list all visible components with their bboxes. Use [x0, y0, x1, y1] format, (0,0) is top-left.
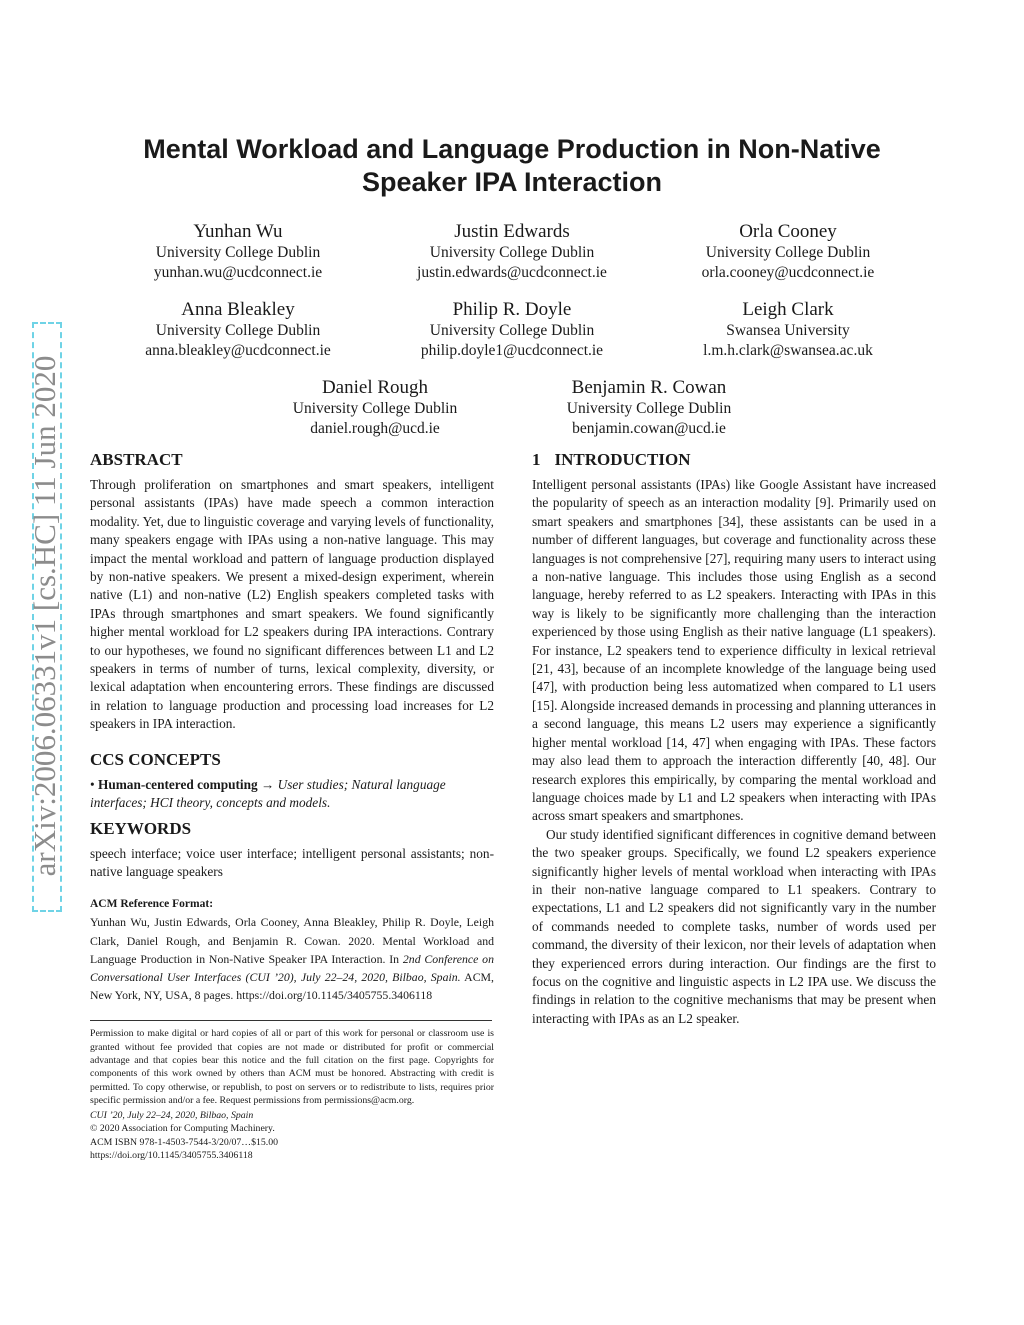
ccs-concepts [90, 776, 494, 813]
author-affiliation: University College Dublin [429, 244, 595, 261]
author-name: Orla Cooney [739, 221, 837, 242]
arxiv-stamp: arXiv:2006.06331v1 [cs.HC] 11 Jun 2020 [27, 355, 62, 877]
ccs-heading: CCS CONCEPTS [90, 749, 221, 769]
author-affiliation: University College Dublin [292, 400, 458, 417]
reference-venue: 2nd Conference on Conversational User Interfaces (CUI ’20), July 22–24, 2020, Bilbao, Spain. [90, 951, 494, 984]
author-affiliation: University College Dublin [155, 244, 321, 261]
author-name: Justin Edwards [454, 221, 570, 242]
ccs-arrow: → [261, 776, 275, 792]
author-name: Anna Bleakley [181, 299, 295, 320]
keywords-text: speech interface; voice user interface; intelligent personal assistants; non-native language speakers [90, 845, 494, 879]
author-name: Yunhan Wu [193, 221, 283, 242]
abstract-heading: ABSTRACT [90, 450, 183, 469]
footnote-rule [90, 1020, 492, 1021]
section-number: 1 [532, 450, 541, 469]
abstract-text: Through proliferation on smartphones and smart speakers, intelligent personal assistants (IPAs) have made speech a common interaction modality. Yet, due to linguistic coverage and varying levels of functionality, many speakers engage with IPAs using a non-native language. This may impact the mental workload and pattern of language production displayed by non-native speakers. We present a mixed-design experiment, wherein native (L1) and non-native (L2) English speakers completed tasks with IPAs through smartphones and smart speakers. We found significantly higher mental workload for L2 speakers during IPA interactions. Contrary to our hypotheses, we found no significant differences between L1 and L2 speakers in terms of number of turns, lexical complexity, diversity, or lexical adaptation when encountering errors. These findings are discussed in relation to language production and processing load increases for L2 speakers in IPA interaction. [90, 477, 494, 732]
author-email: yunhan.wu@ucdconnect.ie [153, 264, 323, 281]
introduction-paragraph-1: Intelligent personal assistants (IPAs) like Google Assistant have increased the popularity of speech as an interaction modality [9]. Primarily used on smart speakers and smartphones [34], these assistants can be used in a number of different languages, but coverage and functionality across these languages is not comprehensive [27], requiring many users to interact using a non-native language. This includes those using English as a second language, hereby referred to as L2 speakers. Interacting with IPAs in this way is likely to be significantly more challenging than the interaction experienced by those using English as their native language (L1 speakers). For instance, L2 speakers tend to experience difficulty in lexical retrieval [21, 43], because of an incomplete knowledge of the language being used [47], with production being less automatized when compared to L1 users [15]. Alongside increased demands in processing and planning utterances in a second language, this means L2 users may experience a significantly higher mental workload [14, 47] when engaging with IPAs. These factors may also lead them to approach the interaction differently [40, 48]. Our research explores this empirically, by comparing the mental workload and language choices made by L1 and L2 speakers when interacting with IPAs across smart speakers and smartphones. [532, 477, 936, 824]
author-email: orla.cooney@ucdconnect.ie [701, 264, 875, 281]
author-email: justin.edwards@ucdconnect.ie [417, 264, 607, 281]
author-block [372, 299, 652, 361]
introduction-paragraph-2: Our study identified significant differences in cognitive demand between the two speaker groups. Specifically, we found L2 speakers experience significantly higher levels of mental workload when interacting with IPAs in their non-native language compared to L1 speakers. Contrary to expectations, L1 and L2 speakers did not significantly vary in the number of commands needed to complete tasks, number of words used per command, the diversity of their lexicon, nor their levels of adaptation when they experienced errors during interaction. Our findings are the first to focus on the cognitive and linguistic aspects in L2 IPA use. We discuss the findings in relation to the cognitive mechanisms that may be present when interacting with IPAs as an L2 speaker. [532, 826, 936, 1026]
author-email: daniel.rough@ucd.ie [310, 420, 440, 437]
section-title: INTRODUCTION [554, 450, 691, 469]
left-column [90, 448, 494, 1162]
author-block [648, 221, 928, 283]
author-affiliation: University College Dublin [155, 322, 321, 339]
author-name: Philip R. Doyle [452, 299, 572, 320]
author-affiliation: University College Dublin [566, 400, 732, 417]
author-email: l.m.h.clark@swansea.ac.uk [703, 342, 873, 359]
doi-line: https://doi.org/10.1145/3405755.3406118 [90, 1150, 253, 1161]
author-block [235, 377, 515, 439]
title-line-1: Mental Workload and Language Production in Non-Native [143, 134, 881, 164]
ccs-term: Human-centered computing [97, 776, 258, 792]
author-email: philip.doyle1@ucdconnect.ie [420, 342, 604, 359]
author-affiliation: University College Dublin [429, 322, 595, 339]
author-email: benjamin.cowan@ucd.ie [572, 420, 726, 437]
copyright-line: © 2020 Association for Computing Machinery. [90, 1123, 275, 1135]
permission-notice: Permission to make digital or hard copies of all or part of this work for personal or classroom use is granted without fee provided that copies are not made or distributed for profit or commercial advantage and that copies bear this notice and the full citation on the first page. Copyrights for components of this work owned by others than ACM must be honored. Abstracting with credit is permitted. To copy otherwise, or republish, to post on servers or to redistribute to lists, requires prior specific permission and/or a fee. Request permissions from permissions@acm.org. [90, 1028, 494, 1106]
author-block [509, 377, 789, 439]
author-email: anna.bleakley@ucdconnect.ie [145, 342, 331, 359]
acm-reference-text [90, 913, 494, 1004]
author-block [98, 221, 378, 283]
author-block [372, 221, 652, 283]
acm-reference-label: ACM Reference Format: [90, 898, 214, 911]
reference-tail: ACM, New York, NY, USA, 8 pages. https://doi.org/10.1145/3405755.3406118 [90, 969, 494, 1003]
author-name: Leigh Clark [742, 299, 834, 320]
reference-text: Yunhan Wu, Justin Edwards, Orla Cooney, Anna Bleakley, Philip R. Doyle, Leigh Clark, Daniel Rough, and Benjamin R. Cowan. 2020. Mental Workload and Language Production in Non-Native Speaker IPA Interaction. In [90, 915, 494, 966]
author-block [98, 299, 378, 361]
right-column [532, 448, 936, 1028]
author-affiliation: University College Dublin [705, 244, 871, 261]
title-line-2: Speaker IPA Interaction [361, 167, 663, 197]
keywords-heading: KEYWORDS [90, 818, 192, 838]
paper-title [110, 133, 914, 199]
author-block [648, 299, 928, 361]
author-name: Daniel Rough [321, 377, 429, 398]
conference-line: CUI ’20, July 22–24, 2020, Bilbao, Spain [90, 1110, 254, 1122]
ccs-bullet: • [90, 776, 95, 792]
author-name: Benjamin R. Cowan [571, 377, 727, 398]
isbn-line: ACM ISBN 978-1-4503-7544-3/20/07…$15.00 [90, 1136, 279, 1148]
author-affiliation: Swansea University [726, 322, 850, 339]
ccs-items: User studies; Natural language interfaces; HCI theory, concepts and models. [90, 776, 446, 811]
introduction-heading [532, 448, 936, 472]
